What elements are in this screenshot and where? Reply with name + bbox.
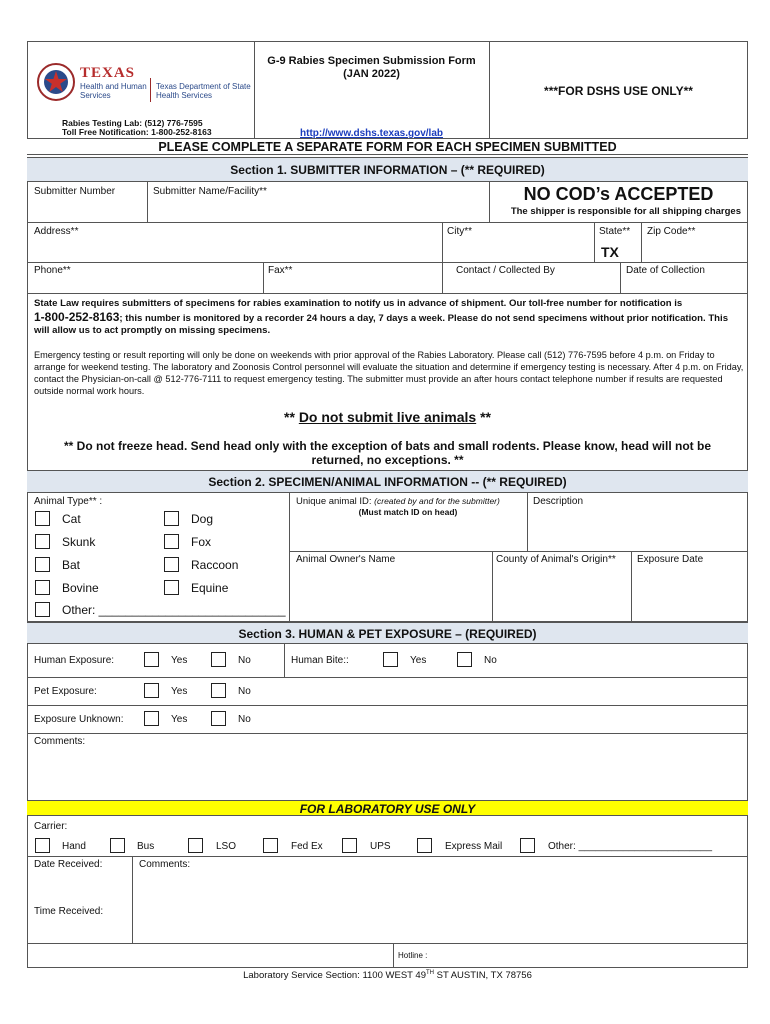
human-exposure-yes-label: Yes: [171, 655, 188, 666]
s2-divider-d: [631, 551, 632, 622]
form-title: G-9 Rabies Specimen Submission Form: [267, 55, 476, 67]
carrier-other-checkbox[interactable]: [520, 838, 535, 853]
human-bite-yes-label: Yes: [410, 655, 427, 666]
texas-hhs-logo: [36, 62, 251, 104]
dog-label: Dog: [191, 512, 214, 526]
other-label: Other: ____________________________: [62, 603, 286, 617]
freeze-warning: ** Do not freeze head. Send head only with the exception of bats and small rodents. Please know, head will not be returned, no exceptions. **: [63, 439, 711, 467]
must-match-note: (Must match ID on head): [358, 507, 458, 517]
s1-divider-d: [594, 222, 595, 262]
skunk-checkbox[interactable]: [35, 534, 50, 549]
no-cod-notice: NO COD’s ACCEPTED: [523, 184, 714, 204]
pet-exposure-label: Pet Exposure:: [34, 686, 97, 697]
hotline-field[interactable]: Hotline :: [398, 951, 428, 960]
s3-row-line-3: [27, 733, 748, 734]
s2-row-line: [289, 551, 748, 552]
lab-address-footer: [27, 970, 748, 981]
exposure-date-field[interactable]: Exposure Date: [637, 554, 704, 565]
skunk-label: Skunk: [62, 535, 96, 549]
human-exposure-yes-checkbox[interactable]: [144, 652, 159, 667]
live-prefix: **: [284, 409, 299, 425]
exposure-unknown-yes-label: Yes: [171, 714, 188, 725]
lab-row-line-2: [27, 943, 748, 944]
carrier-label: Carrier:: [34, 821, 68, 832]
section3-header: Section 3. HUMAN & PET EXPOSURE – (REQUIRED): [27, 622, 748, 644]
description-field[interactable]: Description: [533, 496, 584, 507]
live-animals-warning: [27, 409, 748, 425]
raccoon-label: Raccoon: [191, 558, 239, 572]
state-field[interactable]: State**: [599, 226, 631, 237]
carrier-bus-checkbox[interactable]: [110, 838, 125, 853]
state-value: TX: [601, 244, 619, 260]
carrier-fedex-label: Fed Ex: [291, 841, 323, 852]
carrier-hand-checkbox[interactable]: [35, 838, 50, 853]
lab-row-line-1: [27, 856, 748, 857]
carrier-bus-label: Bus: [137, 841, 155, 852]
law-text-2: ; this number is monitored by a recorder 24 hours a day, 7 days a week. Please do not send specimens without prior notification. This will allow us to act promptly on missing specimens.: [34, 312, 729, 336]
bat-label: Bat: [62, 558, 81, 572]
address-field[interactable]: Address**: [34, 226, 79, 237]
carrier-express-mail-label: Express Mail: [445, 841, 503, 852]
form-date: (JAN 2022): [343, 68, 400, 80]
section3-comments-field[interactable]: Comments:: [34, 736, 86, 747]
exposure-unknown-no-label: No: [238, 714, 251, 725]
date-collection-field[interactable]: Date of Collection: [626, 265, 705, 276]
carrier-ups-checkbox[interactable]: [342, 838, 357, 853]
separate-form-banner: PLEASE COMPLETE A SEPARATE FORM FOR EACH SPECIMEN SUBMITTED: [27, 139, 748, 155]
carrier-ups-label: UPS: [370, 841, 391, 852]
carrier-express-mail-checkbox[interactable]: [417, 838, 432, 853]
submitter-name-field[interactable]: Submitter Name/Facility**: [153, 186, 267, 197]
equine-label: Equine: [191, 581, 229, 595]
carrier-hand-label: Hand: [62, 841, 86, 852]
s2-divider-b: [527, 493, 528, 551]
human-bite-yes-checkbox[interactable]: [383, 652, 398, 667]
logo-dshs-text: Texas Department of State Health Services: [156, 82, 251, 100]
section1-header: Section 1. SUBMITTER INFORMATION – (** REQUIRED): [27, 157, 748, 182]
s1-divider-e: [641, 222, 642, 262]
exposure-unknown-label: Exposure Unknown:: [34, 714, 124, 725]
s1-row-line-2: [27, 262, 748, 263]
date-received-field[interactable]: Date Received:: [34, 859, 103, 870]
state-law-notice: [34, 298, 744, 338]
human-bite-no-checkbox[interactable]: [457, 652, 472, 667]
texas-star-seal-icon: [36, 62, 76, 102]
raccoon-checkbox[interactable]: [164, 557, 179, 572]
unique-id-note: (created by and for the submitter): [374, 496, 500, 506]
city-field[interactable]: City**: [447, 226, 473, 237]
exposure-unknown-no-checkbox[interactable]: [211, 711, 226, 726]
zip-field[interactable]: Zip Code**: [647, 226, 696, 237]
footer-address-sup: TH: [426, 970, 434, 976]
live-text: Do not submit live animals: [298, 409, 477, 425]
s1-divider-c: [442, 222, 443, 294]
fox-label: Fox: [191, 535, 212, 549]
lab-divider-a: [132, 856, 133, 943]
shipper-note: The shipper is responsible for all shipping charges: [510, 206, 741, 217]
time-received-field[interactable]: Time Received:: [34, 906, 104, 917]
animal-type-label: Animal Type** :: [34, 496, 103, 507]
bat-checkbox[interactable]: [35, 557, 50, 572]
pet-exposure-yes-checkbox[interactable]: [144, 683, 159, 698]
human-exposure-no-checkbox[interactable]: [211, 652, 226, 667]
cat-label: Cat: [62, 512, 81, 526]
exposure-unknown-yes-checkbox[interactable]: [144, 711, 159, 726]
footer-address-post: ST AUSTIN, TX 78756: [434, 970, 532, 982]
human-exposure-label: Human Exposure:: [34, 655, 115, 666]
phone-field[interactable]: Phone**: [34, 265, 71, 276]
pet-exposure-yes-label: Yes: [171, 686, 188, 697]
pet-exposure-no-label: No: [238, 686, 251, 697]
section3-box: [27, 644, 748, 800]
lab-divider-b: [393, 943, 394, 968]
fax-field[interactable]: Fax**: [268, 265, 293, 276]
bovine-checkbox[interactable]: [35, 580, 50, 595]
contact-field[interactable]: Contact / Collected By: [456, 265, 555, 276]
live-suffix: **: [476, 409, 491, 425]
s2-divider-c: [492, 551, 493, 622]
logo-texas-wordmark: TEXAS: [80, 65, 136, 81]
s3-divider: [284, 644, 285, 677]
unique-id-label: Unique animal ID:: [296, 496, 372, 507]
pet-exposure-no-checkbox[interactable]: [211, 683, 226, 698]
lab-use-header: FOR LABORATORY USE ONLY: [27, 800, 748, 816]
human-bite-no-label: No: [484, 655, 497, 666]
s1-divider-f: [263, 262, 264, 294]
footer-address-pre: Laboratory Service Section: 1100 WEST 49: [243, 970, 426, 982]
logo-hhs-text: Health and Human Services: [80, 82, 147, 100]
other-checkbox[interactable]: [35, 602, 50, 617]
s1-row-line-1: [27, 222, 748, 223]
s1-divider-a: [147, 182, 148, 222]
submitter-number-field[interactable]: Submitter Number: [34, 186, 116, 197]
equine-checkbox[interactable]: [164, 580, 179, 595]
carrier-lso-label: LSO: [216, 841, 237, 852]
s3-row-line-2: [27, 705, 748, 706]
emergency-notice: Emergency testing or result reporting will only be done on weekends with prior approval of the Rabies Laboratory. Please call (512) 776-7595 before 4 p.m. on Friday to arrange for weekend testing. The laboratory and Zoonosis Control personnel will evaluate the situation and determine if emergency testing is necessary. After 4 p.m. on Friday, contact the Physician-on-call @ 512-776-7111 to request emergency testing. The submitter must provide an after hours contact telephone number if results are requested outside normal work hours.: [34, 350, 744, 396]
unique-id-field[interactable]: [296, 496, 500, 507]
fox-checkbox[interactable]: [164, 534, 179, 549]
human-bite-label: Human Bite::: [291, 655, 349, 666]
s1-divider-g: [620, 262, 621, 294]
carrier-fedex-checkbox[interactable]: [263, 838, 278, 853]
lab-phone: Rabies Testing Lab: (512) 776-7595: [62, 118, 203, 128]
human-exposure-no-label: No: [238, 655, 251, 666]
section2-header: Section 2. SPECIMEN/ANIMAL INFORMATION -- (** REQUIRED): [27, 470, 748, 493]
logo-separator: [150, 78, 151, 102]
law-text-1: State Law requires submitters of specimens for rabies examination to notify us in advance of shipment. Our toll-free number for notification is: [34, 298, 683, 309]
dog-checkbox[interactable]: [164, 511, 179, 526]
bovine-label: Bovine: [62, 581, 99, 595]
law-phone-number: 1-800-252-8163: [34, 309, 120, 324]
carrier-lso-checkbox[interactable]: [188, 838, 203, 853]
s3-row-line-1: [27, 677, 748, 678]
owner-name-field[interactable]: Animal Owner's Name: [296, 554, 396, 565]
dshs-url-link[interactable]: http://www.dshs.texas.gov/lab: [300, 128, 443, 139]
carrier-other-label: Other: ________________________: [548, 841, 713, 852]
lab-box: [27, 816, 748, 968]
lab-comments-field[interactable]: Comments:: [139, 859, 191, 870]
toll-free-number: Toll Free Notification: 1-800-252-8163: [62, 127, 212, 137]
county-origin-field[interactable]: County of Animal's Origin**: [496, 554, 616, 565]
cat-checkbox[interactable]: [35, 511, 50, 526]
dshs-use-only: ***FOR DSHS USE ONLY**: [544, 84, 693, 98]
